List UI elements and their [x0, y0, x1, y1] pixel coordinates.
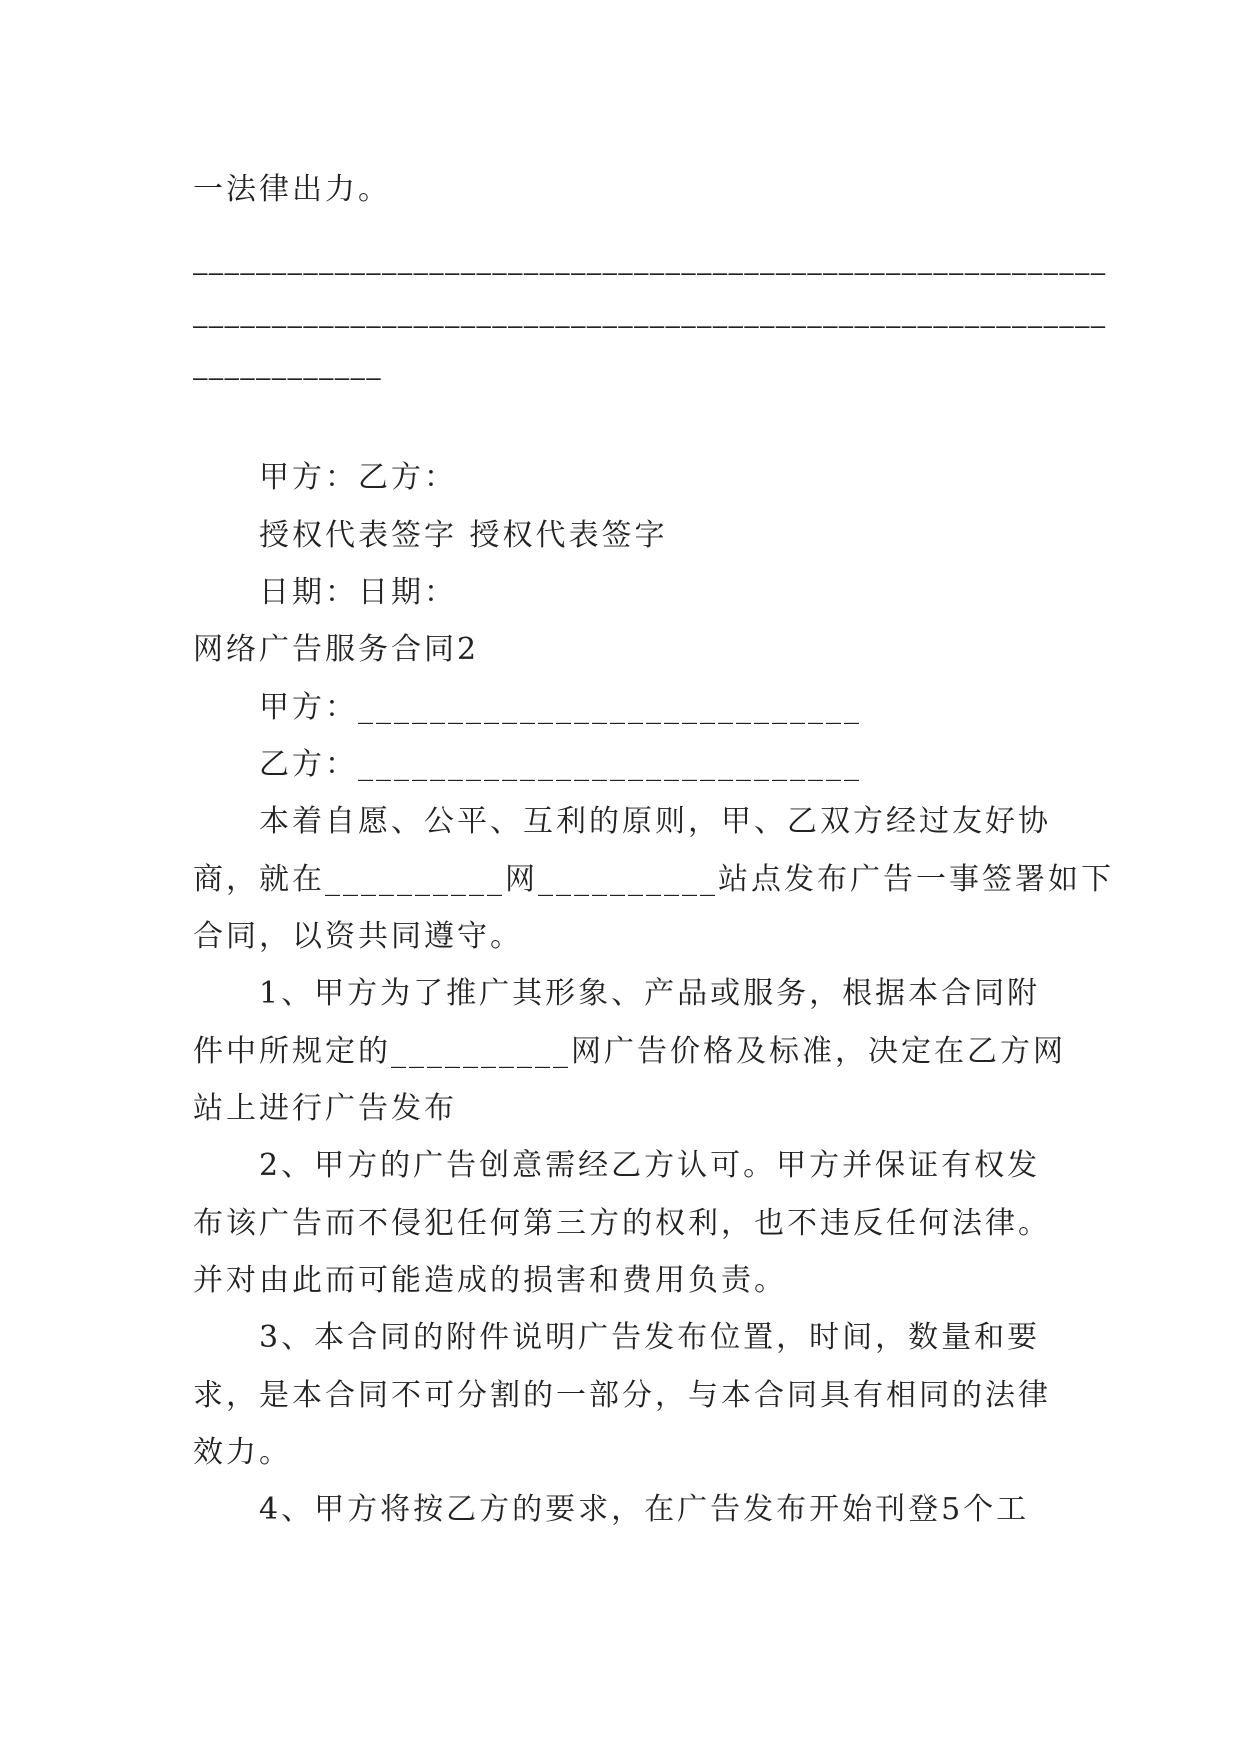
clause-1-line-3: 站上进行广告发布 — [193, 1091, 457, 1126]
separator-line-3: ———————————— — [193, 364, 382, 392]
party-b-line: 乙方：____________________________ — [259, 747, 862, 782]
clause-2-line-2: 布该广告而不侵犯任何第三方的权利，也不违反任何法律。 — [193, 1206, 1051, 1241]
contract-title: 网络广告服务合同2 — [193, 632, 480, 667]
clause-1-line-1: 1、甲方为了推广其形象、产品或服务，根据本合同附 — [259, 976, 1041, 1011]
signature-dates: 日期：日期： — [259, 575, 457, 610]
clause-2-line-1: 2、甲方的广告创意需经乙方认可。甲方并保证有权发 — [259, 1148, 1041, 1183]
clause-4-line-1: 4、甲方将按乙方的要求，在广告发布开始刊登5个工 — [259, 1492, 1030, 1527]
clause-2-line-3: 并对由此而可能造成的损害和费用负责。 — [193, 1263, 787, 1298]
separator-line-1: —————————————————————————————————————————————————————————— — [193, 259, 1107, 287]
intro-line-3: 合同，以资共同遵守。 — [193, 919, 523, 954]
clause-3-line-2: 求，是本合同不可分割的一部分，与本合同具有相同的法律 — [193, 1378, 1051, 1413]
intro-line-1: 本着自愿、公平、互利的原则，甲、乙双方经过友好协 — [259, 804, 1051, 839]
separator-line-2: —————————————————————————————————————————————————————————— — [193, 312, 1107, 340]
clause-3-line-1: 3、本合同的附件说明广告发布位置，时间，数量和要 — [259, 1320, 1041, 1355]
text-line-1: 一法律出力。 — [193, 172, 391, 207]
party-a-line: 甲方：____________________________ — [259, 690, 862, 725]
signature-representatives: 授权代表签字 授权代表签字 — [259, 518, 668, 553]
signature-parties: 甲方：乙方： — [259, 460, 457, 495]
clause-3-line-3: 效力。 — [193, 1435, 292, 1470]
intro-line-2: 商，就在__________网__________站点发布广告一事签署如下 — [193, 862, 1114, 897]
clause-1-line-2: 件中所规定的__________网广告价格及标准，决定在乙方网 — [193, 1034, 1066, 1069]
